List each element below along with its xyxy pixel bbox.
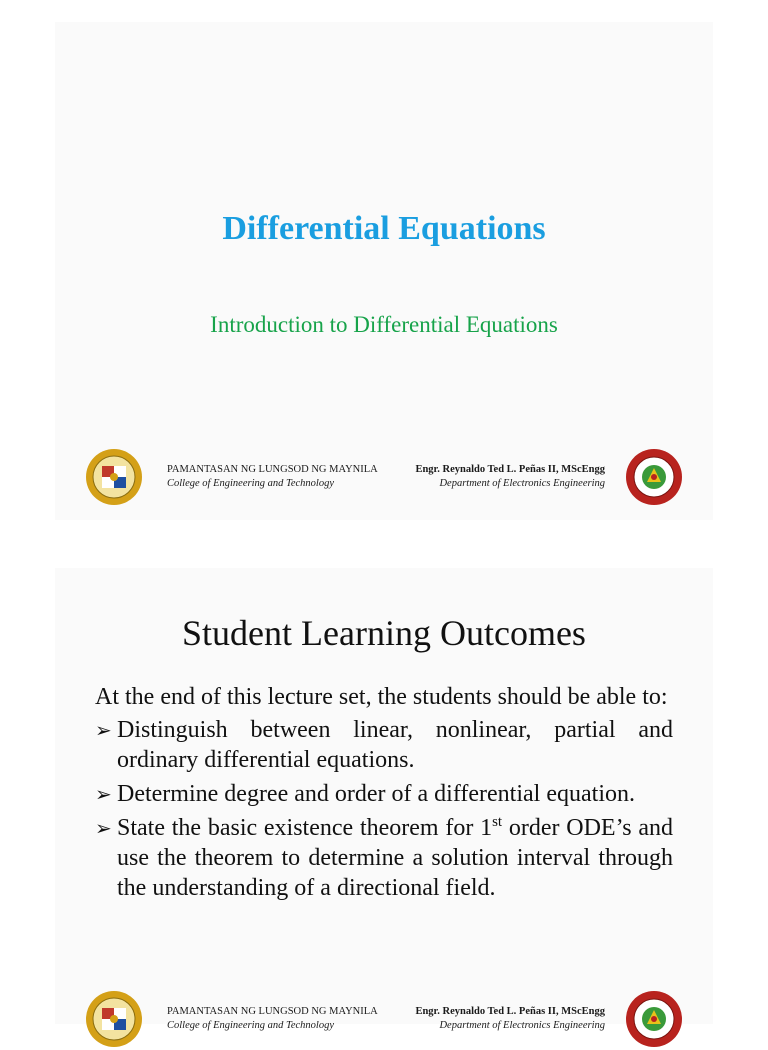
- plm-university-seal-icon: [85, 990, 143, 1048]
- slide-footer: [85, 990, 683, 1050]
- ordinal-superscript: st: [492, 814, 503, 830]
- arrow-bullet-icon: ➢: [95, 782, 112, 806]
- footer-instructor-block: [415, 1005, 605, 1033]
- bullet-text-part: order ODE’s and use the theorem to determine a solution interval through the understanding of a directional field.: [117, 815, 673, 901]
- department-seal-icon: [625, 448, 683, 506]
- footer-college: College of Engineering and Technology: [167, 1020, 335, 1031]
- footer-instructor-block: [415, 463, 605, 491]
- slide-title: Differential Equations: [222, 210, 546, 247]
- footer-department: Department of Electronics Engineering: [439, 1020, 605, 1031]
- department-seal-icon: [625, 990, 683, 1048]
- slide-footer: [85, 448, 683, 508]
- footer-university: PAMANTASAN NG LUNGSOD NG MAYNILA: [167, 1006, 378, 1017]
- outcomes-slide: [55, 568, 713, 1031]
- bullet-text: Distinguish between linear, nonlinear, partial and ordinary differential equations.: [117, 717, 673, 773]
- footer-instructor: Engr. Reynaldo Ted L. Peñas II, MScEngg: [415, 464, 605, 475]
- title-slide: [55, 22, 713, 520]
- list-item: [95, 715, 673, 775]
- slide-subtitle: Introduction to Differential Equations: [210, 312, 558, 337]
- bullet-text-part: State the basic existence theorem for 1: [117, 815, 493, 841]
- footer-university-block: [167, 1005, 378, 1033]
- footer-instructor: Engr. Reynaldo Ted L. Peñas II, MScEngg: [415, 1006, 605, 1017]
- plm-university-seal-icon: [85, 448, 143, 506]
- slide-body: [95, 682, 673, 907]
- arrow-bullet-icon: ➢: [95, 816, 112, 840]
- intro-text: At the end of this lecture set, the students should be able to:: [95, 684, 668, 710]
- footer-university: PAMANTASAN NG LUNGSOD NG MAYNILA: [167, 464, 378, 475]
- list-item: [95, 813, 673, 903]
- bullet-text: [117, 813, 673, 903]
- footer-college: College of Engineering and Technology: [167, 478, 335, 489]
- footer-department: Department of Electronics Engineering: [439, 478, 605, 489]
- bullet-text: Determine degree and order of a differential equation.: [117, 781, 635, 807]
- footer-university-block: [167, 463, 378, 491]
- list-item: [95, 779, 673, 809]
- arrow-bullet-icon: ➢: [95, 718, 112, 742]
- slide-title: Student Learning Outcomes: [182, 613, 586, 653]
